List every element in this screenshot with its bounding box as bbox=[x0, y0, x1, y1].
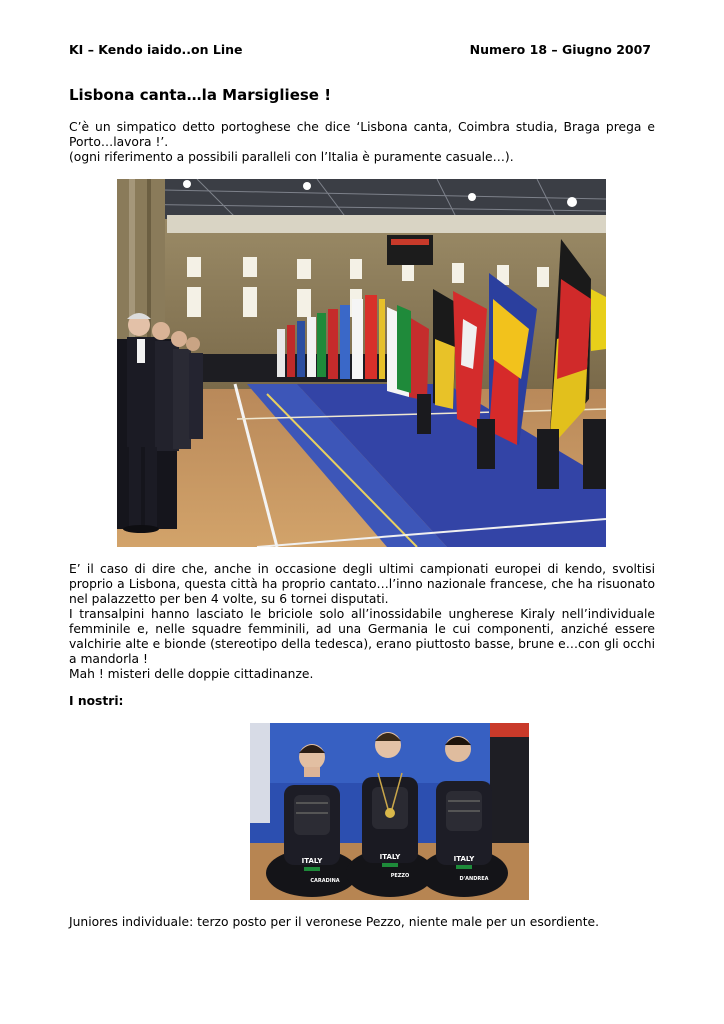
photo-caption: Juniores individuale: terzo posto per il veronese Pezzo, niente male per un esordiente. bbox=[69, 915, 600, 929]
page-header bbox=[69, 42, 651, 57]
team-photo bbox=[250, 723, 529, 900]
intro-line: (ogni riferimento a possibili paralleli con l’Italia è puramente casuale…). bbox=[69, 150, 514, 164]
section-heading: I nostri: bbox=[69, 694, 124, 708]
jacket-label: ITALY bbox=[379, 853, 401, 861]
intro-paragraph bbox=[69, 120, 655, 165]
header-issue: Numero 18 – Giugno 2007 bbox=[469, 42, 651, 57]
body-paragraph bbox=[69, 562, 655, 682]
name-tag: PEZZO bbox=[390, 873, 410, 879]
arena-flags-photo bbox=[117, 179, 606, 547]
body-line: Mah ! misteri delle doppie cittadinanze. bbox=[69, 667, 314, 681]
jacket-label: ITALY bbox=[453, 855, 475, 863]
intro-line: C’è un simpatico detto portoghese che dice ‘Lisbona canta, Coimbra studia, Braga prega e Porto…lavora !’. bbox=[69, 120, 655, 149]
jacket-label: ITALY bbox=[301, 857, 323, 865]
name-tag: D'ANDREA bbox=[459, 876, 489, 882]
header-publication: KI – Kendo iaido..on Line bbox=[69, 42, 243, 57]
article-title: Lisbona canta…la Marsigliese ! bbox=[69, 86, 332, 104]
body-line: I transalpini hanno lasciato le briciole solo all’inossidabile ungherese Kiraly nell’individuale femminile e, nelle squadre femminili, ad una Germania le cui componenti, anziché essere valchirie alte e bionde (stereotipo della tedesca), erano piuttosto basse, brune e…con gli occhi a mandorla ! bbox=[69, 607, 655, 666]
body-line: E’ il caso di dire che, anche in occasione degli ultimi campionati europei di kendo, svoltisi proprio a Lisbona, questa città ha proprio cantato…l’inno nazionale francese, che ha risuonato nel palazzetto per ben 4 volte, su 6 tornei disputati. bbox=[69, 562, 655, 606]
name-tag: CARADINA bbox=[310, 878, 340, 884]
